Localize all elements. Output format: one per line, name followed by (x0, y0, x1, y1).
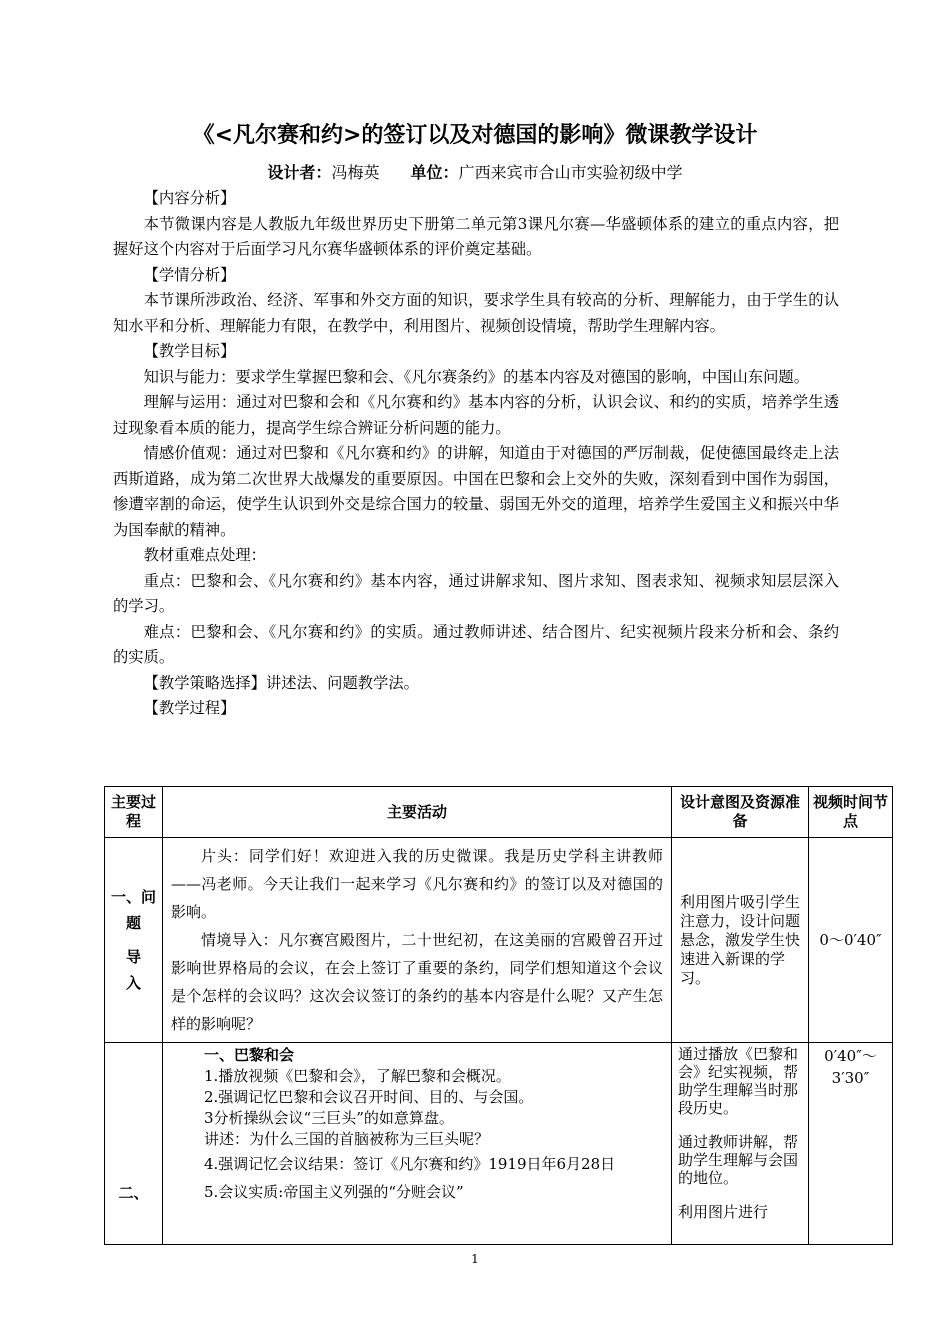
header-stage: 主要过程 (105, 787, 163, 838)
process-heading: 【教学过程】 (143, 699, 236, 717)
header-time: 视频时间节点 (809, 787, 893, 838)
header-design: 设计意图及资源准备 (672, 787, 809, 838)
content-analysis-text: 本节微课内容是人教版九年级世界历史下册第二单元第3课凡尔赛—华盛顿体系的建立的重点内容，把握好这个内容对于后面学习凡尔赛华盛顿体系的评价奠定基础。 (113, 214, 839, 258)
key-point-text: 重点：巴黎和会、《凡尔赛和约》基本内容，通过讲解求知、图片求知、图表求知、视频求知层层深入的学习。 (113, 571, 839, 615)
designer-name: 冯梅英 (331, 163, 380, 182)
author-line (100, 160, 850, 183)
activity-item: 5.会议实质:帝国主义列强的“分赃会议” (204, 1183, 464, 1201)
goal-knowledge: 知识与能力：要求学生掌握巴黎和会、《凡尔赛条约》的基本内容及对德国的影响，中国山东问题。 (143, 367, 810, 386)
time-cell (809, 1043, 893, 1245)
student-analysis-text: 本节课所涉政治、经济、军事和外交方面的知识，要求学生具有较高的分析、理解能力，由于学生的认知水平和分析、理解能力有限，在教学中，利用图片、视频创设情境，帮助学生理解内容。 (113, 291, 839, 335)
activity-item: 3分析操纵会议“三巨头”的如意算盘。 (204, 1109, 454, 1127)
process-table (104, 786, 893, 1245)
goal-understanding: 理解与运用：通过对巴黎和会和《凡尔赛和约》基本内容的分析，认识会议、和约的实质，培养学生透过现象看本质的能力，提高学生综合辨证分析问题的能力。 (113, 393, 839, 437)
unit-name: 广西来宾市合山市实验初级中学 (458, 163, 683, 182)
activity-cell (163, 838, 672, 1043)
page-number: 1 (471, 1252, 479, 1266)
difficulty-text: 难点：巴黎和会、《凡尔赛和约》的实质。通过教师讲述、结合图片、纪实视频片段来分析和会、条约的实质。 (113, 622, 839, 666)
activity-item: 讲述：为什么三国的首脑被称为三巨头呢？ (204, 1130, 490, 1148)
table-row (105, 1043, 893, 1245)
activity-item: 4.强调记忆会议结果：签订《凡尔赛和约》1919日年6月28日 (204, 1155, 616, 1173)
time-start: 0′40″～ (824, 1047, 877, 1065)
content-analysis-heading: 【内容分析】 (143, 189, 236, 207)
design-note: 利用图片进行 (678, 1203, 769, 1221)
design-cell (672, 1043, 809, 1245)
activity-cell (163, 1043, 672, 1245)
stage-text-1: 一、问 (110, 888, 156, 906)
time-end: 3′30″ (831, 1069, 870, 1087)
stage-text-2: 题 (125, 914, 141, 932)
activity-item: 1.播放视频《巴黎和会》，了解巴黎和会概况。 (204, 1067, 511, 1085)
design-note: 通过教师讲解，帮助学生理解与会国的地位。 (678, 1133, 799, 1187)
activity-intro: 片头：同学们好！欢迎进入我的历史微课。我是历史学科主讲教师——冯老师。今天让我们一起来学习《凡尔赛和约》的签订以及对德国的影响。 (171, 847, 663, 921)
goal-emotion: 情感价值观：通过对巴黎和《凡尔赛和约》的讲解，知道由于对德国的严厉制裁，促使德国最终走上法西斯道路，成为第二次世界大战爆发的重要原因。中国在巴黎和会上交外的失败，深刻看到中国作为弱国，惨遭宰割的命运，使学生认识到外交是综合国力的较量、弱国无外交的道理，培养学生爱国主义和振兴中华为国奉献的精神。 (113, 444, 839, 539)
table-row (105, 838, 893, 1043)
time-cell: 0～0′40″ (809, 838, 893, 1043)
activity-item: 2.强调记忆巴黎和会议召开时间、目的、与会国。 (204, 1088, 534, 1106)
student-analysis-heading: 【学情分析】 (143, 265, 236, 284)
strategy-text: 【教学策略选择】讲述法、问题教学法。 (143, 673, 419, 692)
document-title: 《<凡尔赛和约>的签订以及对德国的影响》微课教学设计 (192, 123, 758, 148)
section-title: 一、巴黎和会 (204, 1046, 295, 1064)
stage-text-3: 导 (125, 948, 141, 966)
teaching-goal-heading: 【教学目标】 (143, 342, 236, 360)
stage-cell: 二、 (105, 1043, 163, 1245)
design-cell: 利用图片吸引学生注意力，设计问题悬念，激发学生快速进入新课的学习。 (672, 838, 809, 1043)
designer-label: 设计者： (267, 163, 332, 182)
unit-label: 单位： (410, 163, 459, 182)
table-header-row (105, 787, 893, 838)
document-body (113, 186, 839, 722)
design-note: 通过播放《巴黎和会》纪实视频，帮助学生理解当时那段历史。 (678, 1045, 799, 1117)
stage-text-4: 入 (125, 974, 141, 992)
header-activity: 主要活动 (163, 787, 672, 838)
focus-heading: 教材重难点处理： (143, 546, 266, 564)
stage-cell (105, 838, 163, 1043)
activity-scenario: 情境导入：凡尔赛宫殿图片，二十世纪初，在这美丽的宫殿曾召开过影响世界格局的会议，在会上签订了重要的条约，同学们想知道这个会议是个怎样的会议吗？这次会议签订的条约的基本内容是什么呢？又产生怎样的影响呢？ (171, 931, 663, 1033)
